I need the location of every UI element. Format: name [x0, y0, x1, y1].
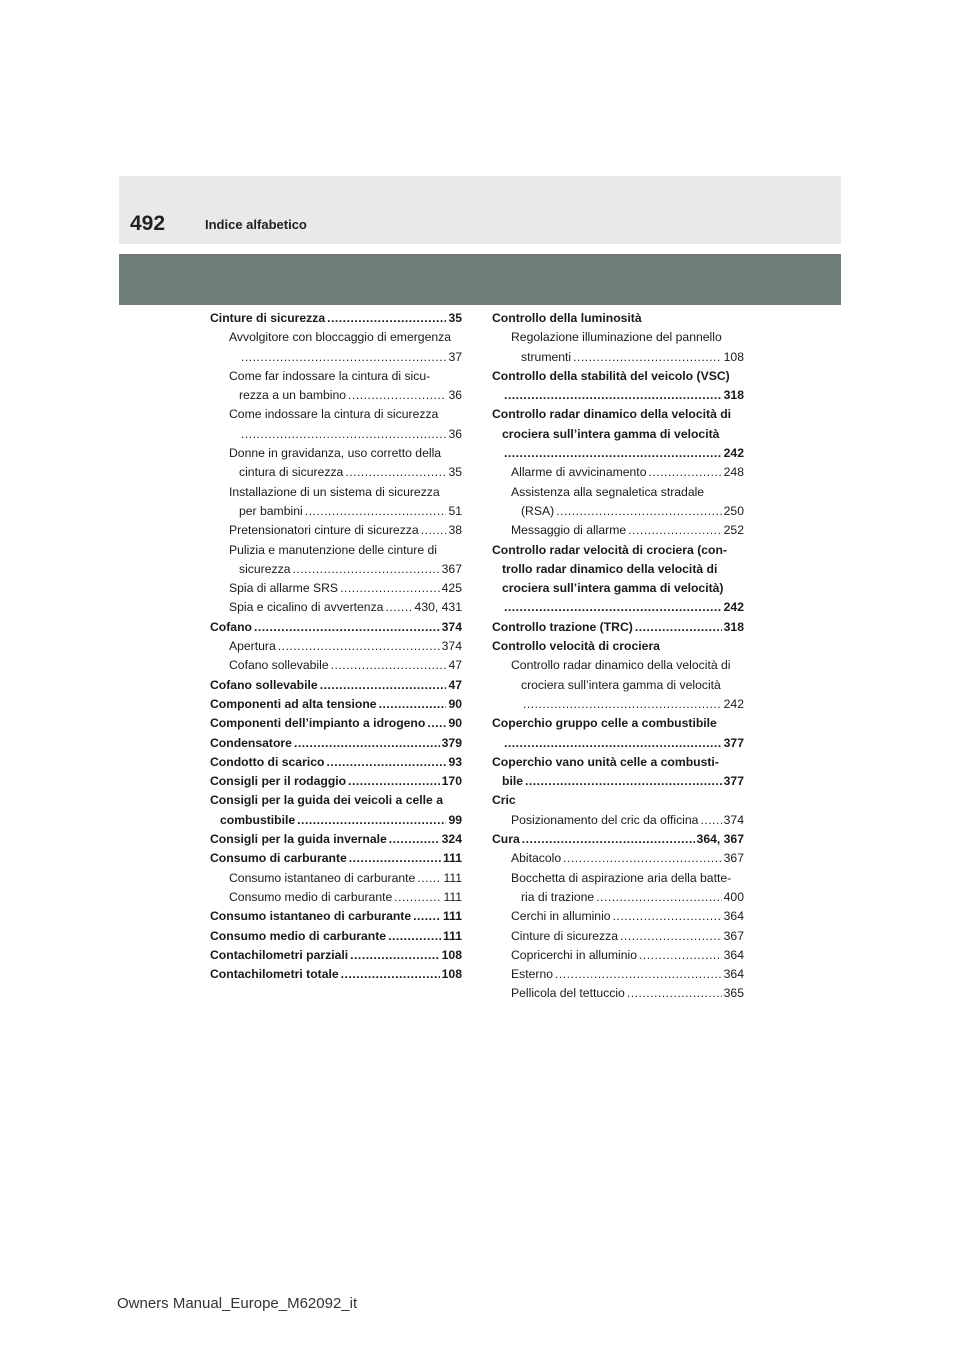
- index-page-number: 318: [723, 388, 744, 403]
- dot-leader: [620, 927, 722, 946]
- dot-leader: [348, 386, 446, 405]
- dot-leader: [504, 734, 722, 753]
- index-page-number: 425: [441, 581, 462, 596]
- index-page-number: 374: [441, 639, 462, 654]
- index-entry-text: Componenti ad alta tensione: [210, 696, 377, 711]
- dot-leader: [345, 463, 446, 482]
- index-page-number: 47: [448, 658, 462, 673]
- index-entry: [210, 772, 462, 791]
- dot-leader: [379, 695, 447, 714]
- dot-leader: [556, 502, 721, 521]
- index-entry: [210, 869, 462, 888]
- index-page-number: 51: [448, 503, 462, 518]
- index-entry: [210, 521, 462, 540]
- index-entry-text: Coperchio vano unità celle a combusti-: [492, 754, 719, 769]
- index-page-number: 111: [443, 909, 462, 924]
- dot-leader: [427, 714, 446, 733]
- index-page-number: 93: [448, 754, 462, 769]
- index-entry: [210, 907, 462, 926]
- index-entry-text: Condensatore: [210, 735, 292, 750]
- index-entry-text: Posizionamento del cric da officina: [511, 812, 699, 827]
- index-entry-text: Cinture di sicurezza: [511, 928, 619, 943]
- index-entry: [210, 618, 462, 637]
- index-entry: [210, 656, 462, 675]
- index-entry-text: crociera sull’intera gamma di velocità): [502, 581, 724, 596]
- index-entry-text: Cerchi in alluminio: [511, 909, 611, 924]
- index-entry-text: Come indossare la cintura di sicurezza: [229, 407, 439, 422]
- index-entry: [492, 309, 744, 328]
- index-entry: [210, 965, 462, 984]
- index-entry: [210, 946, 462, 965]
- dot-leader: [320, 676, 447, 695]
- index-entry: [210, 309, 462, 328]
- index-entry: [210, 328, 462, 367]
- index-entry-text: ria di trazione: [521, 889, 595, 904]
- index-page-number: 324: [441, 832, 462, 847]
- dot-leader: [413, 907, 441, 926]
- index-entry: [492, 965, 744, 984]
- index-entry: [492, 869, 744, 908]
- index-entry: [492, 791, 744, 810]
- dot-leader: [292, 560, 439, 579]
- index-page-number: 111: [443, 928, 462, 943]
- index-entry: [210, 579, 462, 598]
- index-entry: [492, 367, 744, 406]
- dot-leader: [349, 849, 441, 868]
- index-entry-text: Controllo radar dinamico della velocità di: [492, 407, 732, 422]
- index-page-number: 377: [723, 774, 744, 789]
- index-entry: [492, 927, 744, 946]
- index-entry-text: cintura di sicurezza: [239, 465, 344, 480]
- dot-leader: [613, 907, 722, 926]
- index-entry-text: combustibile: [220, 812, 296, 827]
- index-entry: [492, 714, 744, 753]
- index-page-number: 252: [723, 523, 744, 538]
- dot-leader: [241, 425, 446, 444]
- index-entry: [210, 637, 462, 656]
- index-column-right: [492, 309, 744, 1004]
- title-bar: [119, 254, 841, 305]
- dot-leader: [254, 618, 440, 637]
- index-page-number: 379: [441, 735, 462, 750]
- dot-leader: [628, 521, 721, 540]
- index-entry-text: Pulizia e manutenzione delle cinture di: [229, 542, 437, 557]
- header-band: [119, 176, 841, 244]
- index-entry-text: Abitacolo: [511, 851, 562, 866]
- index-page-number: 170: [441, 774, 462, 789]
- index-entry: [210, 541, 462, 580]
- dot-leader: [340, 579, 440, 598]
- index-entry: [210, 734, 462, 753]
- dot-leader: [504, 386, 722, 405]
- index-entry-text: Consigli per il rodaggio: [210, 774, 347, 789]
- dot-leader: [385, 598, 412, 617]
- index-entry: [492, 541, 744, 618]
- index-page-number: 365: [723, 986, 744, 1001]
- index-entry: [492, 811, 744, 830]
- index-entry-text: per bambini: [239, 503, 303, 518]
- index-entry-text: Consumo medio di carburante: [210, 928, 387, 943]
- index-page-number: 430, 431: [414, 600, 462, 615]
- index-entry: [492, 984, 744, 1003]
- footer-text: Owners Manual_Europe_M62092_it: [117, 1295, 358, 1312]
- dot-leader: [700, 811, 721, 830]
- index-entry-text: crociera sull’intera gamma di velocità: [502, 426, 720, 441]
- index-entry-text: Consigli per la guida invernale: [210, 832, 387, 847]
- index-entry-text: Regolazione illuminazione del pannello: [511, 330, 722, 345]
- index-entry-text: Consumo medio di carburante: [229, 889, 393, 904]
- index-page-number: 367: [723, 928, 744, 943]
- index-entry: [492, 849, 744, 868]
- index-entry-text: Pretensionatori cinture di sicurezza: [229, 523, 419, 538]
- index-entry-text: Controllo radar velocità di crociera (con-: [492, 542, 728, 557]
- dot-leader: [555, 965, 722, 984]
- index-page-number: 99: [448, 812, 462, 827]
- index-entry: [210, 598, 462, 617]
- index-page-number: 364: [723, 909, 744, 924]
- index-page-number: 374: [441, 619, 462, 634]
- index-entry: [210, 791, 462, 830]
- dot-leader: [294, 734, 440, 753]
- index-page-number: 364: [723, 947, 744, 962]
- dot-leader: [627, 984, 722, 1003]
- index-page-number: 367: [723, 851, 744, 866]
- index-page-number: 36: [448, 426, 462, 441]
- dot-leader: [241, 348, 446, 367]
- index-entry-text: bile: [502, 774, 523, 789]
- index-entry: [210, 830, 462, 849]
- dot-leader: [341, 965, 440, 984]
- index-entry-text: Controllo velocità di crociera: [492, 639, 660, 654]
- dot-leader: [348, 772, 440, 791]
- index-entry: [210, 753, 462, 772]
- index-page-number: 250: [723, 503, 744, 518]
- index-entry-text: Donne in gravidanza, uso corretto della: [229, 446, 442, 461]
- index-entry-text: crociera sull’intera gamma di velocità: [521, 677, 721, 692]
- index-entry: [210, 714, 462, 733]
- index-page-number: 111: [443, 870, 462, 885]
- index-entry: [492, 483, 744, 522]
- index-entry: [210, 888, 462, 907]
- index-entry-text: Spia di allarme SRS: [229, 581, 339, 596]
- index-page-number: 35: [448, 311, 462, 325]
- index-entry-text: Consigli per la guida dei veicoli a celle a: [210, 793, 443, 808]
- index-entry: [492, 463, 744, 482]
- index-entry: [492, 618, 744, 637]
- index-column-left: [210, 309, 462, 984]
- index-entry-text: Apertura: [229, 639, 276, 654]
- dot-leader: [417, 869, 441, 888]
- index-entry-text: Esterno: [511, 967, 554, 982]
- index-entry-text: Spia e cicalino di avvertenza: [229, 600, 384, 615]
- index-entry-text: Controllo della luminosità: [492, 311, 642, 325]
- index-entry-text: Controllo radar dinamico della velocità di: [511, 658, 731, 673]
- dot-leader: [504, 444, 722, 463]
- index-entry-text: Coperchio gruppo celle a combustibile: [492, 716, 717, 731]
- index-page-number: 377: [723, 735, 744, 750]
- index-entry: [210, 849, 462, 868]
- index-entry: [492, 405, 744, 463]
- index-page-number: 37: [448, 349, 462, 364]
- index-entry-text: Bocchetta di aspirazione aria della batte-: [511, 870, 732, 885]
- index-entry-text: Cofano sollevabile: [210, 677, 318, 692]
- index-entry-text: Come far indossare la cintura di sicu-: [229, 368, 431, 383]
- index-entry-text: Controllo della stabilità del veicolo (VSC): [492, 368, 730, 383]
- index-entry-text: sicurezza: [239, 561, 291, 576]
- index-entry-text: Allarme di avvicinamento: [511, 465, 647, 480]
- index-page-number: 318: [723, 619, 744, 634]
- index-entry-text: Installazione di un sistema di sicurezza: [229, 484, 440, 499]
- index-entry-text: trollo radar dinamico della velocità di: [502, 561, 718, 576]
- index-page-number: 108: [441, 967, 462, 982]
- dot-leader: [326, 753, 446, 772]
- page-number: 492: [130, 212, 166, 235]
- index-page-number: 364: [723, 967, 744, 982]
- index-entry-text: Cofano sollevabile: [229, 658, 329, 673]
- dot-leader: [331, 656, 447, 675]
- index-entry: [210, 405, 462, 444]
- index-entry-text: Consumo di carburante: [210, 851, 347, 866]
- dot-leader: [350, 946, 440, 965]
- index-entry: [492, 946, 744, 965]
- index-entry: [492, 753, 744, 792]
- index-entry-text: Controllo trazione (TRC): [492, 619, 633, 634]
- index-entry: [210, 367, 462, 406]
- index-entry-text: Cinture di sicurezza: [210, 311, 326, 325]
- index-entry: [492, 656, 744, 714]
- index-page-number: 111: [443, 851, 462, 866]
- index-entry: [492, 328, 744, 367]
- index-entry-text: Cura: [492, 832, 520, 847]
- index-entry: [210, 483, 462, 522]
- index-entry: [210, 676, 462, 695]
- index-page-number: 38: [448, 523, 462, 538]
- index-entry: [492, 830, 744, 849]
- index-page-number: 242: [723, 696, 744, 711]
- index-entry-text: Cric: [492, 793, 516, 808]
- index-page-number: 248: [723, 465, 744, 480]
- index-entry: [492, 907, 744, 926]
- dot-leader: [596, 888, 721, 907]
- dot-leader: [421, 521, 447, 540]
- index-page-number: 108: [723, 349, 744, 364]
- dot-leader: [388, 927, 441, 946]
- index-entry-text: Condotto di scarico: [210, 754, 325, 769]
- dot-leader: [635, 618, 722, 637]
- dot-leader: [563, 849, 722, 868]
- index-page-number: 374: [723, 812, 744, 827]
- index-page-number: 242: [723, 600, 744, 615]
- index-page-number: 90: [448, 696, 462, 711]
- index-entry-text: rezza a un bambino: [239, 388, 347, 403]
- index-entry-text: Componenti dell’impianto a idrogeno: [210, 716, 426, 731]
- index-entry-text: Cofano: [210, 619, 252, 634]
- index-entry-text: Messaggio di allarme: [511, 523, 627, 538]
- dot-leader: [522, 830, 695, 849]
- index-entry: [210, 695, 462, 714]
- dot-leader: [525, 772, 722, 791]
- index-page-number: 35: [448, 465, 462, 480]
- dot-leader: [523, 695, 722, 714]
- index-page-number: 90: [448, 716, 462, 731]
- index-entry-text: Assistenza alla segnaletica stradale: [511, 484, 705, 499]
- index-entry: [210, 927, 462, 946]
- dot-leader: [573, 348, 722, 367]
- dot-leader: [327, 309, 446, 328]
- index-page-number: 242: [723, 446, 744, 461]
- section-title: Indice alfabetico: [205, 217, 307, 232]
- dot-leader: [297, 811, 446, 830]
- index-entry-text: Consumo istantaneo di carburante: [210, 909, 412, 924]
- index-entry-text: Consumo istantaneo di carburante: [229, 870, 416, 885]
- index-entry: [492, 637, 744, 656]
- index-page-number: 400: [723, 889, 744, 904]
- index-entry: [492, 521, 744, 540]
- index-page-number: 367: [441, 561, 462, 576]
- index-page-number: 47: [448, 677, 462, 692]
- index-entry-text: Avvolgitore con bloccaggio di emergenza: [229, 330, 451, 345]
- dot-leader: [305, 502, 447, 521]
- dot-leader: [648, 463, 721, 482]
- dot-leader: [639, 946, 722, 965]
- index-entry-text: Contachilometri parziali: [210, 947, 349, 962]
- index-page-number: 108: [441, 947, 462, 962]
- index-entry-text: Copricerchi in alluminio: [511, 947, 637, 962]
- dot-leader: [278, 637, 440, 656]
- index-page-number: 364, 367: [696, 832, 744, 847]
- index-entry: [210, 444, 462, 483]
- dot-leader: [504, 598, 722, 617]
- index-entry-text: Contachilometri totale: [210, 967, 339, 982]
- dot-leader: [389, 830, 440, 849]
- index-entry-text: strumenti: [521, 349, 572, 364]
- index-entry-text: Pellicola del tettuccio: [511, 986, 625, 1001]
- dot-leader: [394, 888, 441, 907]
- index-entry-text: (RSA): [521, 503, 555, 518]
- index-page-number: 111: [443, 889, 462, 904]
- index-page-number: 36: [448, 388, 462, 403]
